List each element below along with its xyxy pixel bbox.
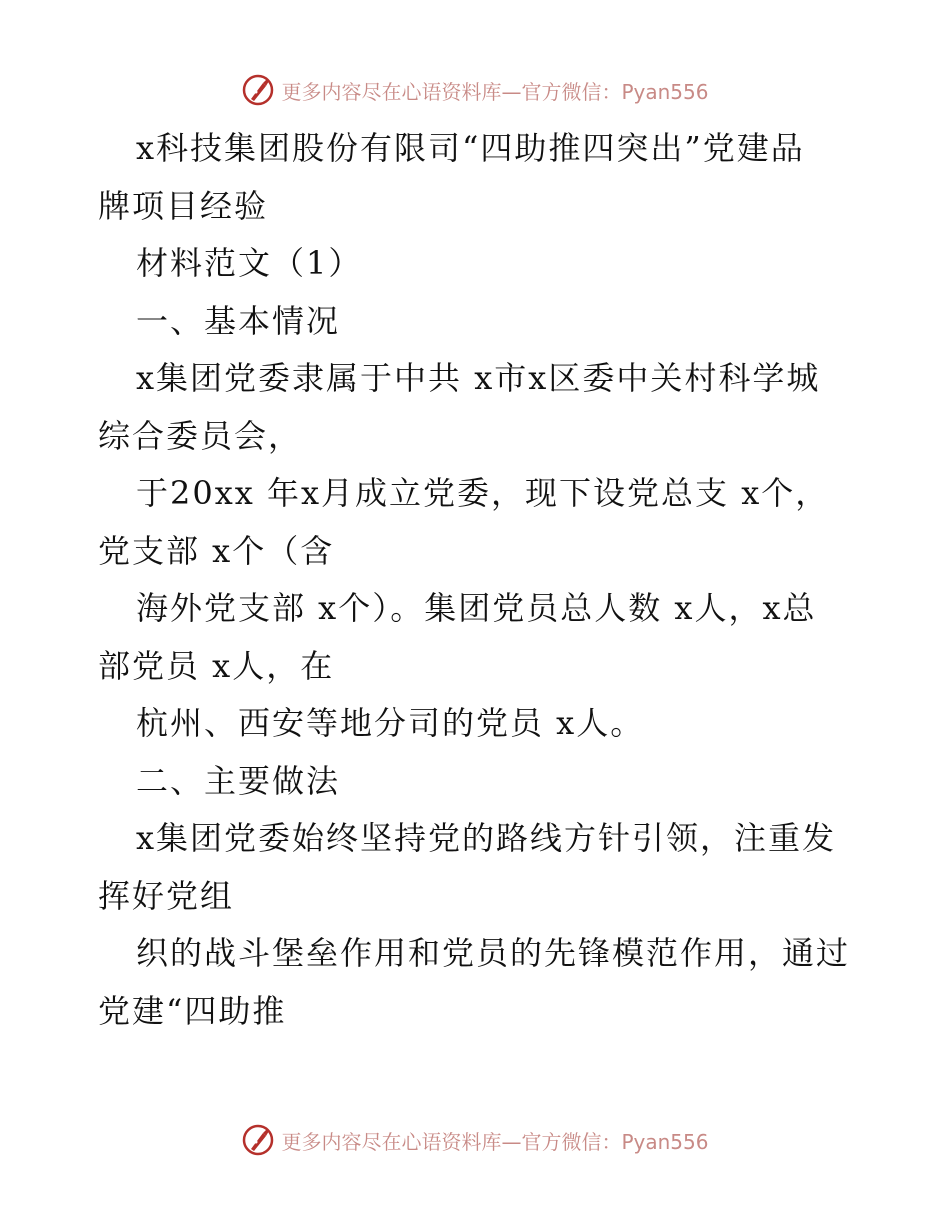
paragraph-line: x集团党委隶属于中共 x市x区委中关村科学城 [136,359,821,397]
paragraph-line: 于20xx 年x月成立党委，现下设党总支 x个， [136,474,830,512]
paragraph-line: 海外党支部 x个）。集团党员总人数 x人，x总 [136,589,817,627]
paragraph-line: 部党员 x人，在 [98,646,335,685]
footer-watermark-banner [0,1120,950,1160]
pen-nib-circle-icon [241,73,275,107]
watermark-text: 更多内容尽在心语资料库—官方微信：Pyan556 [281,79,709,104]
document-body [98,120,858,1040]
doc-title-line-1: x科技集团股份有限司“四助推四突出”党建品 [136,129,805,167]
paragraph-line: 织的战斗堡垒作用和党员的先锋模范作用，通过 [136,934,851,972]
paragraph-line: 党支部 x个（含 [98,531,335,570]
header-watermark-banner [0,70,950,110]
section-heading-2: 二、主要做法 [136,761,341,800]
paragraph-line: 党建“四助推 [98,991,287,1030]
doc-title-line-2: 牌项目经验 [98,186,269,225]
paragraph-line: 综合委员会， [98,416,303,455]
pen-nib-circle-icon [241,1123,275,1157]
section-heading-1: 一、基本情况 [136,301,341,340]
watermark-text: 更多内容尽在心语资料库—官方微信：Pyan556 [281,1129,709,1154]
paragraph-line: 杭州、西安等地分司的党员 x人。 [136,704,645,742]
doc-subtitle: 材料范文（1） [136,244,363,282]
paragraph-line: x集团党委始终坚持党的路线方针引领，注重发 [136,819,837,857]
paragraph-line: 挥好党组 [98,876,235,915]
